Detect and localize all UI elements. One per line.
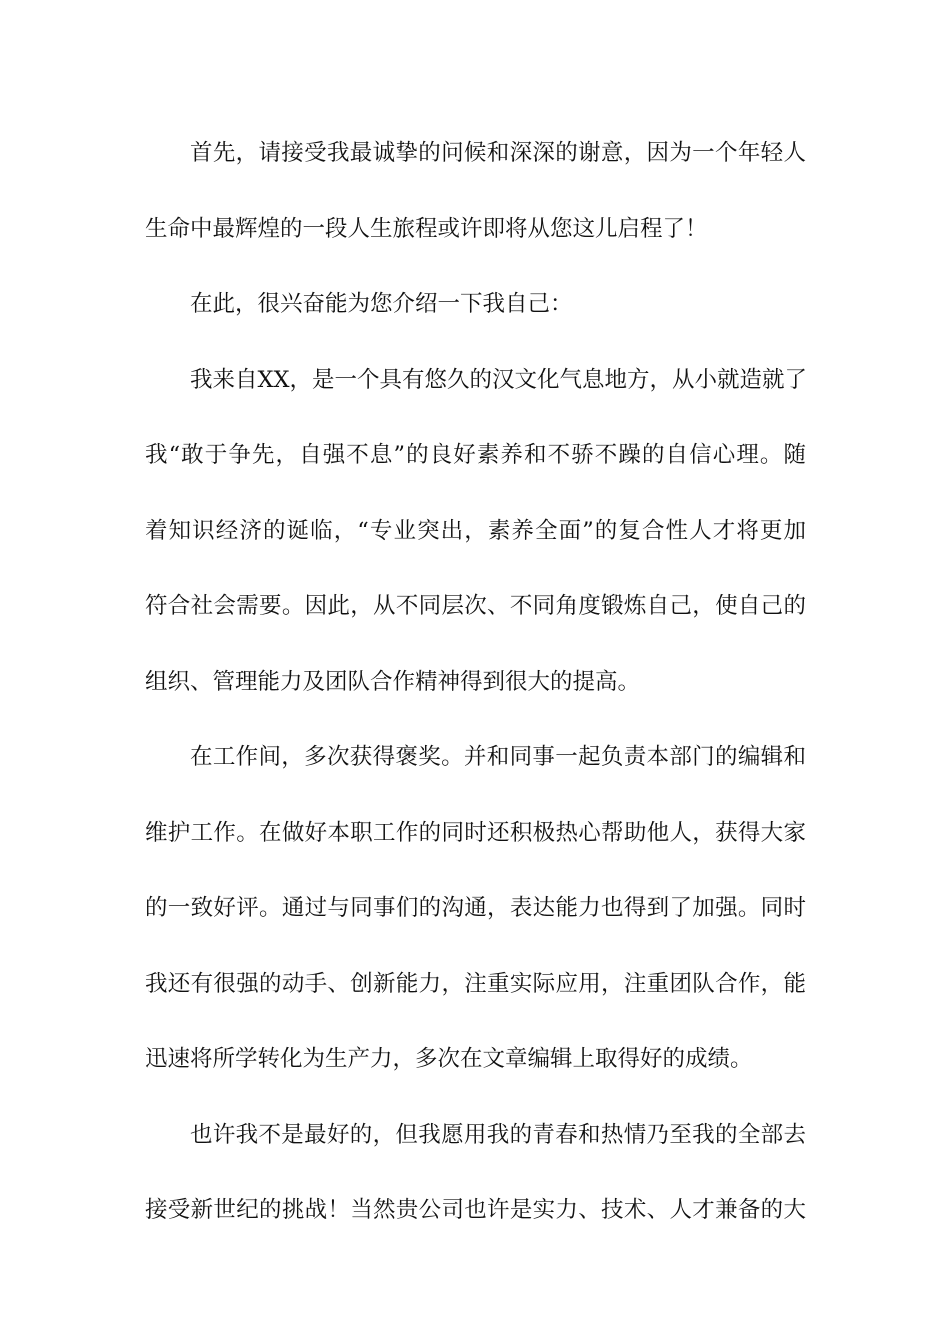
- text-line: 接受新世纪的挑战！当然贵公司也许是实力、技术、人才兼备的大: [145, 1197, 806, 1223]
- text-line: 我来自XX，是一个具有悠久的汉文化气息地方，从小就造就了: [190, 366, 808, 393]
- text-line: 迅速将所学转化为生产力，多次在文章编辑上取得好的成绩。: [145, 1046, 753, 1072]
- text-line: 我还有很强的动手、创新能力，注重实际应用，注重团队合作，能: [145, 970, 806, 997]
- text-line: 着知识经济的诞临，“专业突出，素养全面”的复合性人才将更加: [145, 517, 806, 544]
- paragraph-introduction: [145, 280, 806, 356]
- text-line: 在此，很兴奋能为您介绍一下我自己：: [190, 291, 573, 317]
- text-line: 首先，请接受我最诚挚的问候和深深的谢意，因为一个年轻人: [190, 140, 806, 166]
- text-line: 我“敢于争先，自强不息”的良好素养和不骄不躁的自信心理。随: [145, 442, 806, 468]
- text-line: 的一致好评。通过与同事们的沟通，表达能力也得到了加强。同时: [145, 895, 806, 921]
- paragraph-work-experience: [145, 733, 806, 1111]
- text-line: 维护工作。在做好本职工作的同时还积极热心帮助他人，获得大家: [145, 819, 806, 846]
- text-line: 符合社会需要。因此，从不同层次、不同角度锻炼自己，使自己的: [145, 593, 806, 619]
- paragraph-background: [145, 356, 806, 734]
- text-line: 在工作间，多次获得褒奖。并和同事一起负责本部门的编辑和: [190, 744, 806, 770]
- paragraph-closing: [145, 1111, 806, 1262]
- paragraph-greeting: [145, 129, 806, 280]
- text-line: 也许我不是最好的，但我愿用我的青春和热情乃至我的全部去: [190, 1121, 806, 1148]
- text-line: 组织、管理能力及团队合作精神得到很大的提高。: [145, 668, 641, 695]
- text-line: 生命中最辉煌的一段人生旅程或许即将从您这儿启程了！: [145, 215, 708, 242]
- document-body: [145, 129, 806, 1262]
